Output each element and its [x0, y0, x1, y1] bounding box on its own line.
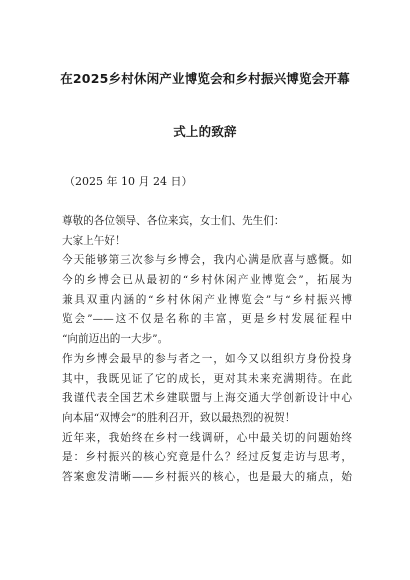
paragraph-line: 其中，我既见证了它的成长，更对其未来充满期待。在此 [62, 372, 352, 385]
paragraph-line: “向前迈出的一大步”。 [62, 333, 169, 346]
document-title-line-1: 在2025乡村休闲产业博览会和乡村振兴博览会开幕 [60, 71, 350, 86]
document-title-line-2: 式上的致辞 [173, 124, 237, 139]
paragraph-line: 今的乡博会已从最初的“乡村休闲产业博览会”，拓展为 [62, 274, 352, 287]
paragraph-line: 览会”——这不仅是名称的丰富，更是乡村发展征程中 [62, 313, 352, 326]
paragraph-line: 作为乡博会最早的参与者之一，如今又以组织方身份投身 [62, 352, 352, 365]
greeting-line: 大家上午好！ [62, 234, 126, 247]
paragraph-line: 是：乡村振兴的核心究竟是什么？经过反复走访与思考， [62, 451, 352, 464]
salutation-line: 尊敬的各位领导、各位来宾，女士们、先生们： [62, 215, 285, 227]
paragraph-line: 我谨代表全国艺术乡建联盟与上海交通大学创新设计中心 [62, 392, 352, 405]
paragraph-line: 答案愈发清晰——乡村振兴的核心，也是最大的痛点，始 [62, 470, 352, 483]
paragraph-line: 近年来，我始终在乡村一线调研，心中最关切的问题始终 [62, 431, 352, 444]
paragraph-line: 今天能够第三次参与乡博会，我内心满是欣喜与感慨。如 [62, 254, 352, 267]
paragraph-line: 向本届“双博会”的胜利召开，致以最热烈的祝贺！ [62, 411, 296, 424]
speech-date: （2025 年 10 月 24 日） [64, 175, 193, 188]
paragraph-line: 兼具双重内涵的“乡村休闲产业博览会”与“乡村振兴博 [62, 293, 352, 306]
speech-body [62, 212, 352, 488]
